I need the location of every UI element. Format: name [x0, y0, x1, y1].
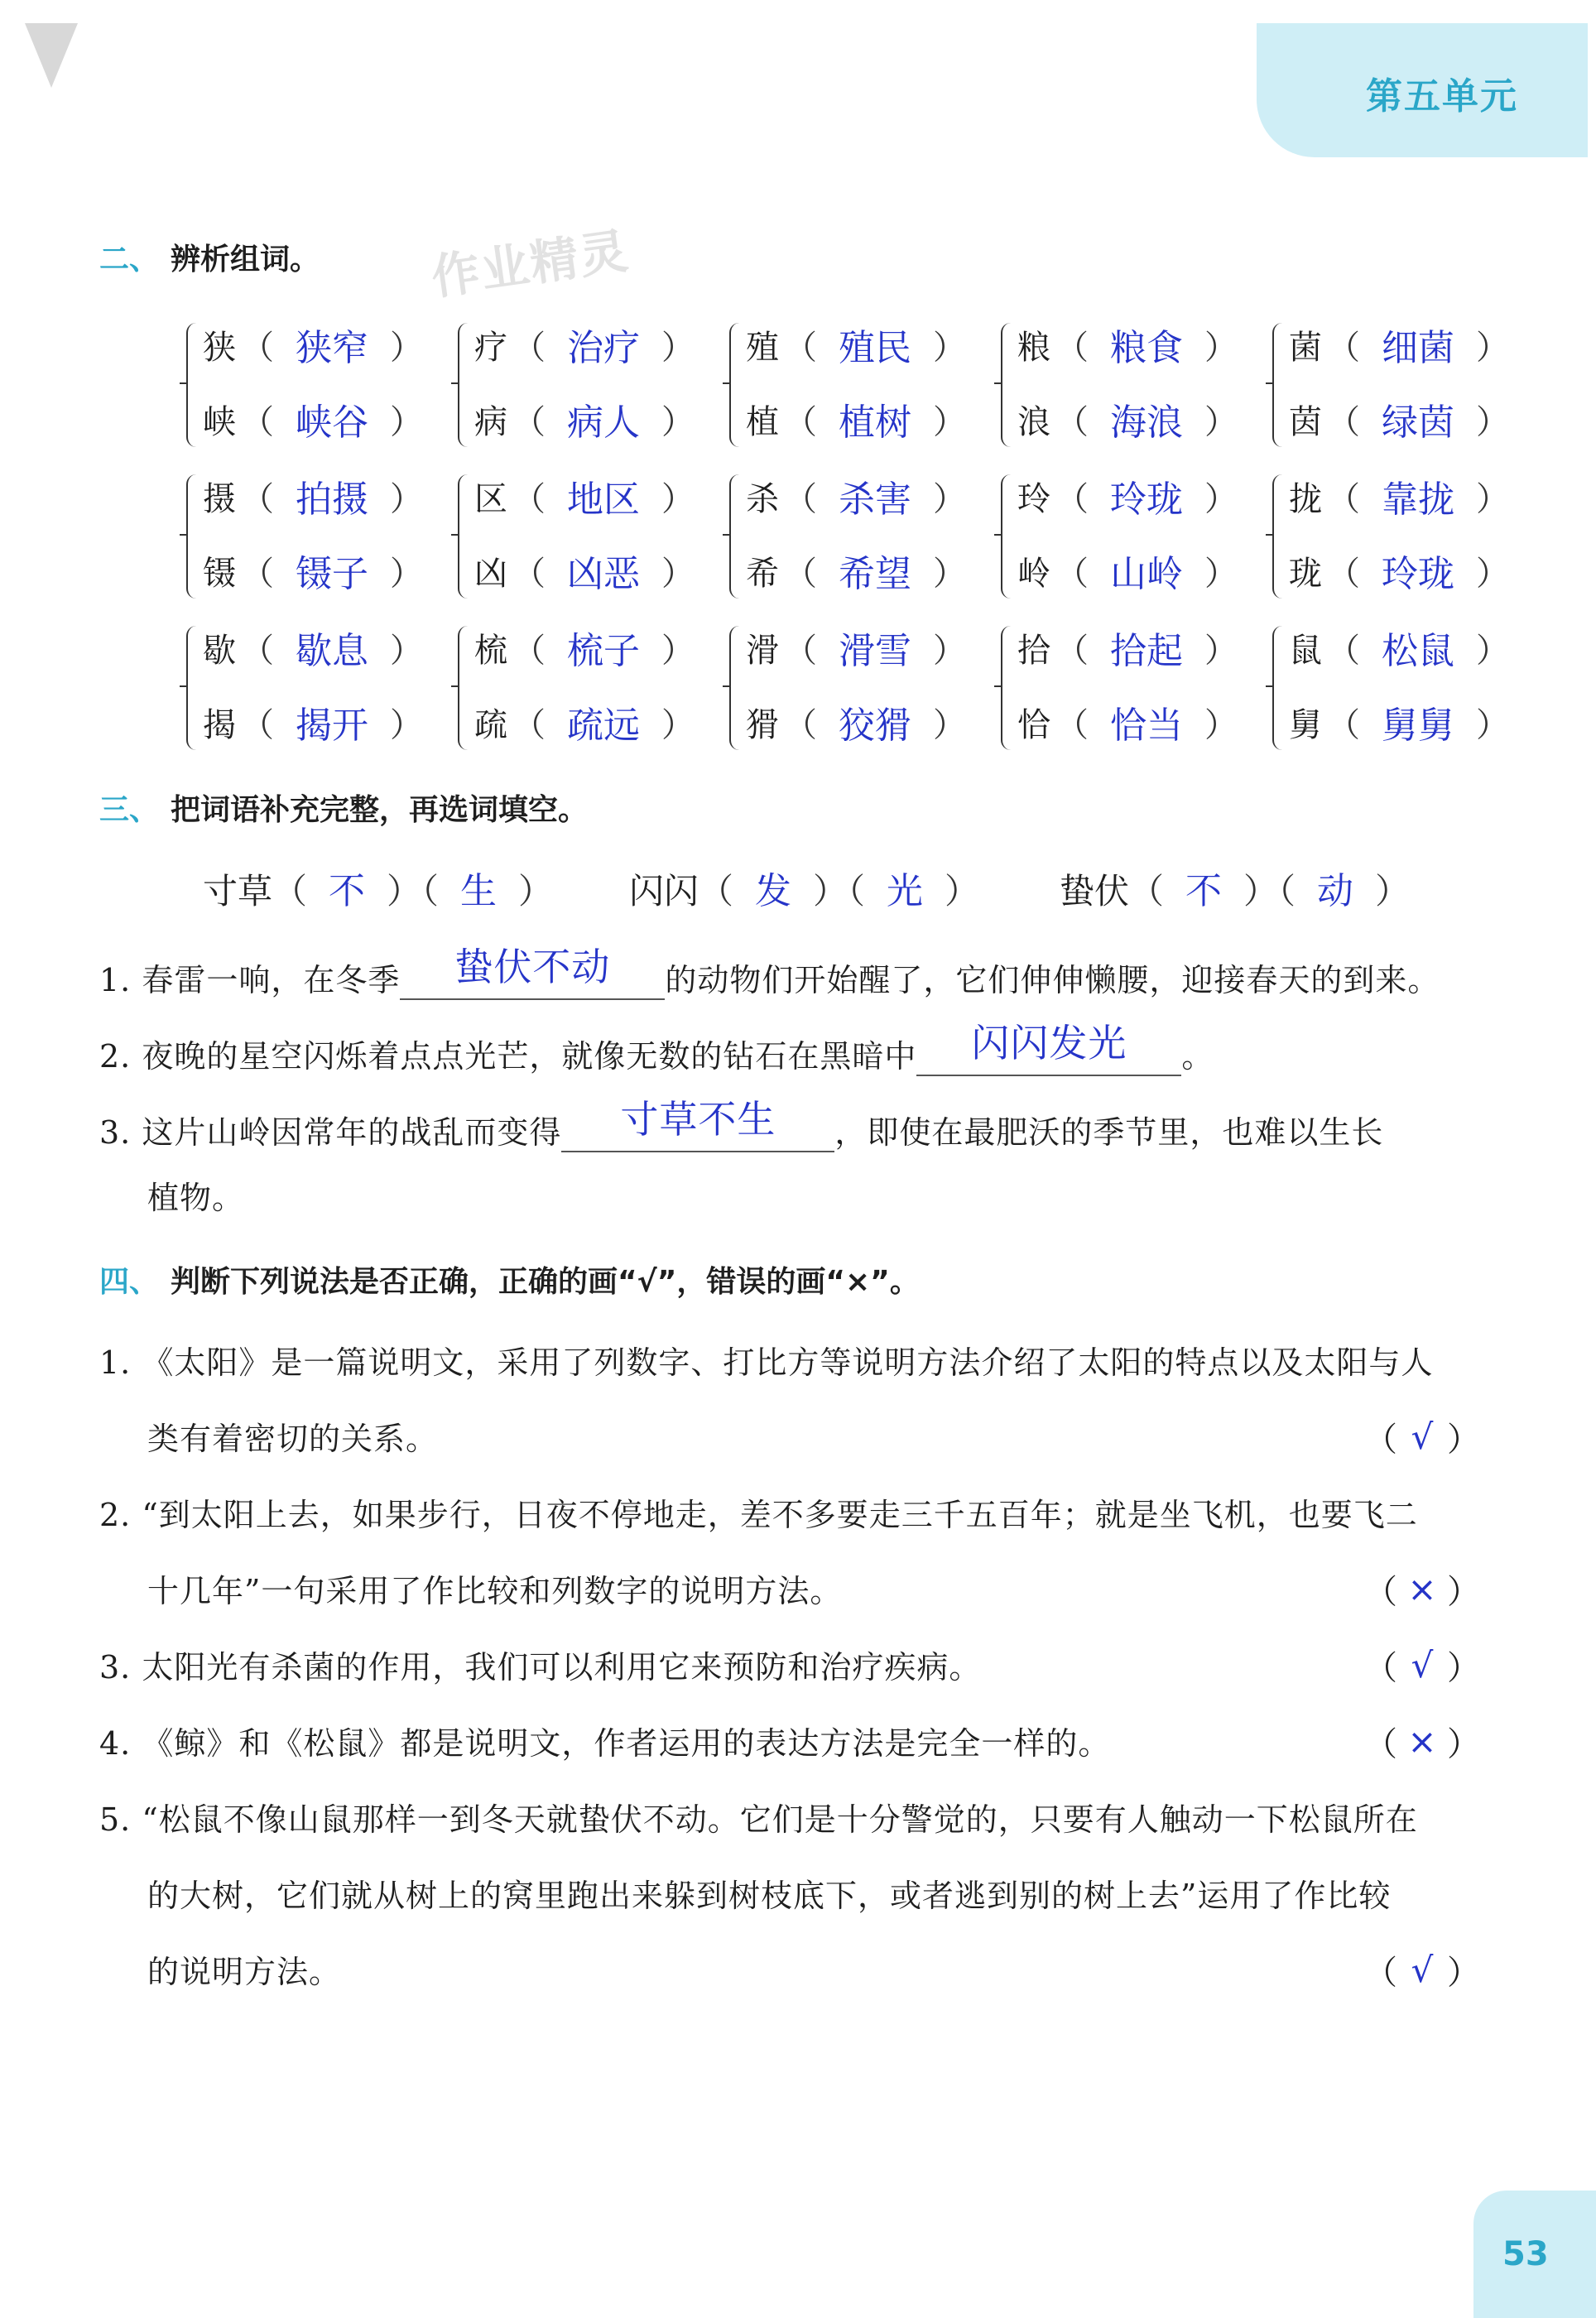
watermark: 作业精灵 [428, 222, 633, 306]
idiom-3-prefix: 蛰伏 [1060, 871, 1130, 911]
group-char-a: 玲 [1017, 479, 1050, 518]
group-answer-a: 殖民 [839, 327, 911, 369]
group-char-a: 粮 [1017, 328, 1050, 367]
group-char-b: 茵 [1289, 402, 1322, 441]
group-line-1: 歇 （ 歇息 ） [203, 623, 423, 672]
group-answer-b: 山岭 [1110, 553, 1183, 595]
brace [729, 323, 743, 447]
brace [729, 626, 743, 750]
section-2-title: 辨析组词。 [171, 243, 320, 277]
group-char-b: 峡 [203, 402, 236, 441]
q2-number: 2. [99, 1038, 132, 1075]
q3-continuation: 植物。 [147, 1180, 245, 1216]
judge-4-answer-box: （ × ） [1364, 1721, 1480, 1763]
word-group [186, 466, 451, 615]
judge-item-5-line-3: 的说明方法。 [147, 1954, 342, 1990]
group-char-b: 病 [474, 402, 507, 441]
group-char-a: 梳 [474, 631, 507, 670]
group-answer-b: 植树 [839, 402, 911, 444]
group-char-b: 疏 [474, 705, 507, 744]
judge-item-2-line-2: 十几年”一句采用了作比较和列数字的说明方法。 [147, 1573, 843, 1609]
word-group [1001, 315, 1266, 464]
group-line-2: 疏 （ 疏远 ） [474, 697, 695, 747]
group-char-b: 镊 [203, 554, 236, 593]
group-char-b: 希 [746, 554, 779, 593]
brace [1272, 626, 1286, 750]
judge-2-number: 2. [99, 1497, 132, 1533]
group-char-a: 拾 [1017, 631, 1050, 670]
group-answer-a: 地区 [567, 479, 640, 521]
group-line-1: 梳 （ 梳子 ） [474, 623, 695, 672]
brace [458, 323, 471, 447]
group-char-a: 歇 [203, 631, 236, 670]
group-answer-b: 希望 [839, 553, 911, 595]
q2-blank [916, 1020, 1181, 1076]
idiom-2-answer-1: 发 [755, 870, 792, 912]
word-group [1272, 315, 1537, 464]
idiom-2-prefix: 闪闪 [629, 871, 699, 911]
q1-number: 1. [99, 962, 132, 998]
group-line-2: 植 （ 植树 ） [746, 394, 966, 444]
q1-text-post: 的动物们开始醒了，它们伸伸懒腰，迎接春天的到来。 [665, 962, 1440, 998]
group-line-2: 猾 （ 狡猾 ） [746, 697, 966, 747]
brace [1001, 323, 1014, 447]
judge-1-answer: √ [1411, 1416, 1434, 1457]
q1-blank [400, 944, 665, 1000]
judge-3-text: 太阳光有杀菌的作用，我们可以利用它来预防和治疗疾病。 [142, 1649, 982, 1686]
brace [1272, 323, 1286, 447]
word-group [1001, 618, 1266, 767]
group-char-b: 珑 [1289, 554, 1322, 593]
word-group [729, 618, 994, 767]
fill-question-1 [99, 944, 1440, 1000]
idiom-3: 蛰伏（ 不 ）（ 动 ） [1060, 861, 1410, 914]
group-line-1: 鼠 （ 松鼠 ） [1289, 623, 1509, 672]
judge-1-answer-box: （ √ ） [1364, 1416, 1480, 1459]
page-number: 53 [1502, 2235, 1549, 2273]
judge-5-answer: √ [1411, 1950, 1434, 1990]
section-2-heading [99, 236, 320, 278]
section-4-title: 判断下列说法是否正确，正确的画“√”，错误的画“×”。 [171, 1265, 920, 1299]
group-char-a: 殖 [746, 328, 779, 367]
group-answer-a: 拾起 [1110, 630, 1183, 672]
word-group [1001, 466, 1266, 615]
group-answer-b: 镊子 [296, 553, 368, 595]
word-group [186, 618, 451, 767]
judge-item-1-line-2: 类有着密切的关系。 [147, 1421, 439, 1457]
group-char-a: 菌 [1289, 328, 1322, 367]
group-char-a: 疗 [474, 328, 507, 367]
group-char-b: 恰 [1017, 705, 1050, 744]
brace [186, 626, 200, 750]
section-4-number: 四、 [99, 1265, 160, 1299]
idiom-2: 闪闪（ 发 ）（ 光 ） [629, 861, 979, 914]
group-line-1: 拢 （ 靠拢 ） [1289, 471, 1509, 521]
group-line-1: 摄 （ 拍摄 ） [203, 471, 423, 521]
group-answer-a: 杀害 [839, 479, 911, 521]
idiom-3-answer-1: 不 [1185, 870, 1223, 912]
group-answer-b: 绿茵 [1382, 402, 1454, 444]
group-answer-a: 松鼠 [1382, 630, 1454, 672]
judge-item-5-line-1 [99, 1794, 1418, 1839]
brace [1001, 474, 1014, 599]
judge-item-3 [99, 1642, 981, 1687]
judge-item-2-line-1 [99, 1489, 1418, 1535]
q2-text-pre: 夜晚的星空闪烁着点点光芒，就像无数的钻石在黑暗中 [142, 1038, 917, 1075]
unit-title: 第五单元 [1366, 75, 1518, 118]
word-group [1272, 466, 1537, 615]
group-answer-a: 狭窄 [296, 327, 368, 369]
group-line-1: 殖 （ 殖民 ） [746, 320, 966, 369]
idiom-2-answer-2: 光 [887, 870, 924, 912]
q3-text-post: ，即使在最肥沃的季节里，也难以生长 [834, 1114, 1384, 1151]
group-char-b: 舅 [1289, 705, 1322, 744]
q3-text-pre: 这片山岭因常年的战乱而变得 [142, 1114, 562, 1151]
group-line-2: 舅 （ 舅舅 ） [1289, 697, 1509, 747]
group-char-b: 揭 [203, 705, 236, 744]
group-line-1: 区 （ 地区 ） [474, 471, 695, 521]
judge-5-number: 5. [99, 1801, 132, 1838]
group-answer-b: 舅舅 [1382, 705, 1454, 747]
word-group [1272, 618, 1537, 767]
group-answer-b: 恰当 [1110, 705, 1183, 747]
idiom-3-answer-2: 动 [1317, 870, 1354, 912]
corner-marker [25, 23, 78, 88]
group-line-2: 希 （ 希望 ） [746, 546, 966, 595]
word-group [458, 315, 723, 464]
word-group [458, 466, 723, 615]
judge-5-answer-box: （ √ ） [1364, 1950, 1480, 1992]
q2-text-post: 。 [1181, 1038, 1214, 1075]
brace [458, 474, 471, 599]
group-line-2: 峡 （ 峡谷 ） [203, 394, 423, 444]
fill-question-3 [99, 1096, 1383, 1152]
word-group [729, 466, 994, 615]
brace [186, 474, 200, 599]
group-answer-a: 玲珑 [1110, 479, 1183, 521]
judge-4-text: 《鲸》和《松鼠》都是说明文，作者运用的表达方法是完全一样的。 [142, 1725, 1111, 1762]
brace [458, 626, 471, 750]
group-line-1: 疗 （ 治疗 ） [474, 320, 695, 369]
q2-answer: 闪闪发光 [971, 1021, 1127, 1065]
judge-item-4 [99, 1718, 1110, 1763]
group-line-2: 镊 （ 镊子 ） [203, 546, 423, 595]
idiom-1-answer-1: 不 [329, 870, 366, 912]
group-line-1: 拾 （ 拾起 ） [1017, 623, 1238, 672]
section-3-number: 三、 [99, 793, 160, 827]
judge-item-1-line-1 [99, 1337, 1433, 1383]
judge-2-answer: × [1407, 1569, 1437, 1609]
group-char-a: 区 [474, 479, 507, 518]
idiom-1-answer-2: 生 [460, 870, 498, 912]
group-char-b: 猾 [746, 705, 779, 744]
group-answer-a: 细菌 [1382, 327, 1454, 369]
judge-1-number: 1. [99, 1344, 132, 1381]
group-char-b: 凶 [474, 554, 507, 593]
group-answer-a: 滑雪 [839, 630, 911, 672]
group-char-b: 植 [746, 402, 779, 441]
judge-4-number: 4. [99, 1725, 132, 1762]
group-answer-b: 揭开 [296, 705, 368, 747]
group-line-2: 恰 （ 恰当 ） [1017, 697, 1238, 747]
group-answer-a: 治疗 [567, 327, 640, 369]
section-3-heading [99, 786, 588, 829]
group-answer-b: 凶恶 [567, 553, 640, 595]
brace [186, 323, 200, 447]
group-char-b: 浪 [1017, 402, 1050, 441]
group-line-2: 茵 （ 绿茵 ） [1289, 394, 1509, 444]
section-2-number: 二、 [99, 243, 160, 277]
section-3-title: 把词语补充完整，再选词填空。 [171, 793, 589, 827]
group-line-1: 菌 （ 细菌 ） [1289, 320, 1509, 369]
word-group [458, 618, 723, 767]
idiom-1: 寸草（ 不 ）（ 生 ） [203, 861, 553, 914]
group-char-a: 滑 [746, 631, 779, 670]
group-line-2: 珑 （ 玲珑 ） [1289, 546, 1509, 595]
brace [1001, 626, 1014, 750]
idiom-1-prefix: 寸草 [203, 871, 273, 911]
group-answer-a: 靠拢 [1382, 479, 1454, 521]
judge-2-answer-box: （ × ） [1364, 1569, 1480, 1611]
judge-3-number: 3. [99, 1649, 132, 1686]
group-line-1: 玲 （ 玲珑 ） [1017, 471, 1238, 521]
section-4-heading [99, 1258, 920, 1301]
group-answer-a: 歇息 [296, 630, 368, 672]
group-line-1: 滑 （ 滑雪 ） [746, 623, 966, 672]
group-answer-b: 玲珑 [1382, 553, 1454, 595]
group-answer-b: 峡谷 [296, 402, 368, 444]
group-char-a: 狭 [203, 328, 236, 367]
fill-question-2 [99, 1020, 1214, 1076]
word-group [729, 315, 994, 464]
group-answer-b: 海浪 [1110, 402, 1183, 444]
brace [1272, 474, 1286, 599]
word-group [186, 315, 451, 464]
q1-text-pre: 春雷一响，在冬季 [142, 962, 401, 998]
group-answer-a: 拍摄 [296, 479, 368, 521]
group-answer-b: 疏远 [567, 705, 640, 747]
group-char-a: 摄 [203, 479, 236, 518]
group-char-b: 岭 [1017, 554, 1050, 593]
group-line-2: 凶 （ 凶恶 ） [474, 546, 695, 595]
q3-blank [561, 1096, 834, 1152]
group-line-2: 揭 （ 揭开 ） [203, 697, 423, 747]
brace [729, 474, 743, 599]
group-char-a: 杀 [746, 479, 779, 518]
group-line-2: 病 （ 病人 ） [474, 394, 695, 444]
group-line-1: 杀 （ 杀害 ） [746, 471, 966, 521]
judge-2-text: “到太阳上去，如果步行，日夜不停地走，差不多要走三千五百年；就是坐飞机，也要飞二 [142, 1497, 1418, 1533]
group-answer-b: 狡猾 [839, 705, 911, 747]
group-line-2: 浪 （ 海浪 ） [1017, 394, 1238, 444]
group-line-1: 狭 （ 狭窄 ） [203, 320, 423, 369]
group-char-a: 拢 [1289, 479, 1322, 518]
judge-4-answer: × [1407, 1721, 1437, 1762]
judge-5-text: “松鼠不像山鼠那样一到冬天就蛰伏不动。它们是十分警觉的，只要有人触动一下松鼠所在 [142, 1801, 1418, 1838]
group-char-a: 鼠 [1289, 631, 1322, 670]
group-line-2: 岭 （ 山岭 ） [1017, 546, 1238, 595]
judge-1-text: 《太阳》是一篇说明文，采用了列数字、打比方等说明方法介绍了太阳的特点以及太阳与人 [142, 1344, 1434, 1381]
q3-number: 3. [99, 1114, 132, 1151]
group-answer-a: 粮食 [1110, 327, 1183, 369]
q1-answer: 蛰伏不动 [454, 945, 611, 989]
judge-item-5-line-2: 的大树，它们就从树上的窝里跑出来躲到树枝底下，或者逃到别的树上去”运用了作比较 [147, 1878, 1392, 1914]
group-answer-a: 梳子 [567, 630, 640, 672]
judge-3-answer: √ [1411, 1645, 1434, 1686]
group-line-1: 粮 （ 粮食 ） [1017, 320, 1238, 369]
group-answer-b: 病人 [567, 402, 640, 444]
q3-answer: 寸草不生 [620, 1097, 776, 1142]
judge-3-answer-box: （ √ ） [1364, 1645, 1480, 1687]
